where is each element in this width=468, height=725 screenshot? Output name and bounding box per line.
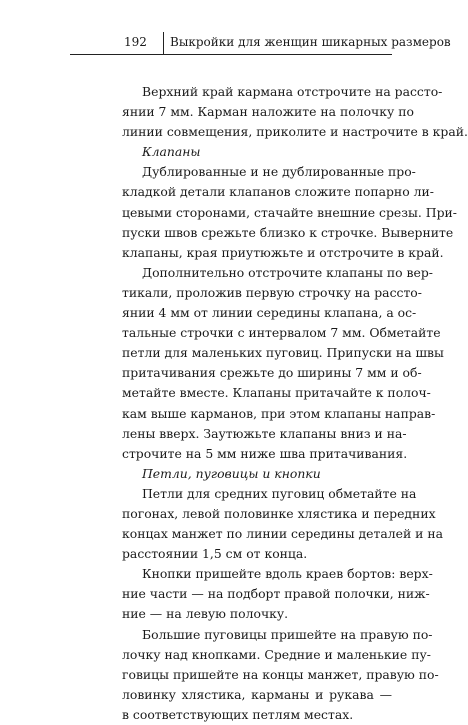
header-rule: [70, 54, 392, 55]
text-line: притачивания срежьте до ширины 7 мм и об-: [122, 365, 422, 381]
text-line: клапаны, края приутюжьте и отстрочите в край.: [122, 244, 444, 260]
text-line: ние части — на подборт правой полочки, ниж-: [122, 586, 430, 602]
subheading-text: Клапаны: [142, 144, 201, 160]
subheading-text: Петли, пуговицы и кнопки: [142, 465, 321, 481]
text-line: петли для маленьких пуговиц. Припуски на швы: [122, 345, 444, 361]
running-title: Выкройки для женщин шикарных размеров: [170, 35, 451, 49]
text-line: концах манжет по линии середины деталей и на: [122, 526, 443, 542]
text-line: строчите на 5 мм ниже шва притачивания.: [122, 445, 408, 461]
paragraph: [122, 625, 439, 725]
text-line: линии совмещения, приколите и настрочите в край.: [122, 124, 468, 140]
text-line: Кнопки пришейте вдоль краев бортов: верх-: [142, 566, 433, 582]
text-line: ние — на левую полочку.: [122, 606, 289, 622]
text-line: погонах, левой половинке хлястика и передних: [122, 505, 436, 521]
section-subheading: [122, 464, 392, 484]
text-line: янии 4 мм от линии середины клапана, а ос-: [122, 305, 417, 321]
text-line: Большие пуговицы пришейте на правую по-: [142, 626, 433, 642]
text-line: лочку над кнопками. Средние и маленькие пу-: [122, 646, 431, 662]
paragraph: [122, 82, 468, 142]
text-line: говицы пришейте на концы манжет, правую по-: [122, 666, 439, 682]
text-line: кладкой детали клапанов сложите попарно ли-: [122, 184, 434, 200]
text-line: янии 7 мм. Карман наложите на полочку по: [122, 104, 414, 120]
section-subheading: [122, 142, 392, 162]
paragraph: [122, 564, 433, 624]
text-line: пуски швов срежьте близко к строчке. Выверните: [122, 224, 454, 240]
running-header: [70, 34, 451, 50]
paragraph: [122, 263, 444, 464]
text-line: тальные строчки с интервалом 7 мм. Обметайте: [122, 325, 441, 341]
text-line: Верхний край кармана отстрочите на рассто-: [142, 84, 443, 99]
page-body: [122, 82, 468, 725]
header-divider: [163, 32, 164, 54]
page-number: 192: [124, 35, 147, 49]
text-line: расстоянии 1,5 см от конца.: [122, 546, 308, 562]
text-line: ловинку хлястика, карманы и рукава —: [122, 686, 392, 702]
text-line: метайте вместе. Клапаны притачайте к полоч-: [122, 385, 431, 401]
text-line: кам выше карманов, при этом клапаны направ-: [122, 405, 436, 421]
text-line: лены вверх. Заутюжьте клапаны вниз и на-: [122, 425, 407, 441]
text-line: в соответствующих петлям местах.: [122, 706, 354, 722]
text-line: тикали, проложив первую строчку на рассто-: [122, 284, 422, 300]
text-line: Дублированные и не дублированные про-: [142, 164, 416, 180]
paragraph: [122, 484, 443, 564]
text-line: Дополнительно отстрочите клапаны по вер-: [142, 264, 433, 280]
text-line: Петли для средних пуговиц обметайте на: [142, 485, 417, 501]
text-line: цевыми сторонами, стачайте внешние срезы. При-: [122, 204, 457, 220]
paragraph: [122, 162, 457, 262]
